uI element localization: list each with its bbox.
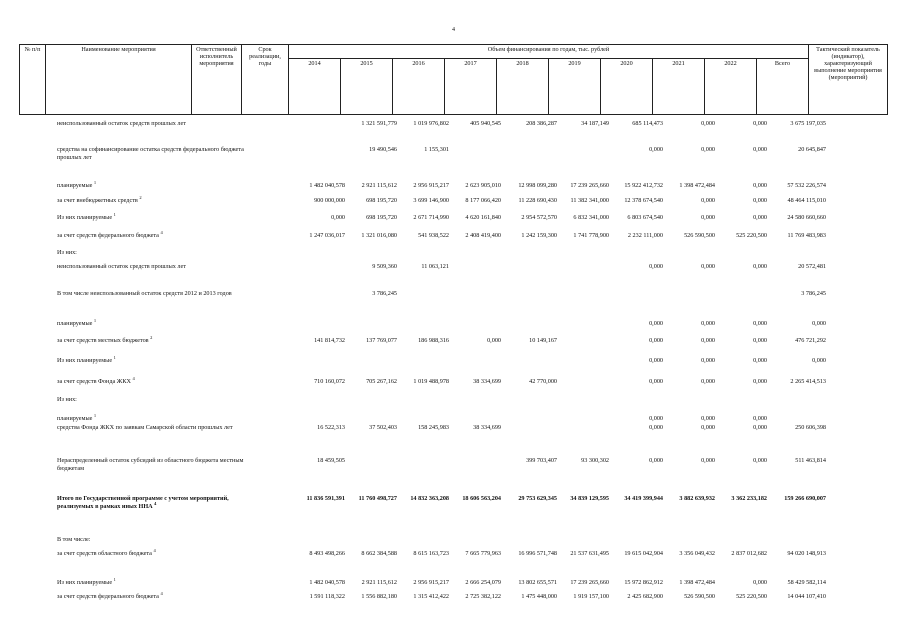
year-value: 0,000 <box>753 120 767 127</box>
row-label: Из них: <box>57 396 77 403</box>
year-value: 2 232 111,000 <box>627 232 663 239</box>
footnote-mark: 1 <box>113 577 116 582</box>
table-row <box>0 230 905 239</box>
total-value: 0,000 <box>812 320 826 327</box>
table-row <box>0 495 905 510</box>
table-row <box>0 318 905 327</box>
year-value: 1 398 472,484 <box>679 182 715 189</box>
row-label: планируемые $^1$ <box>57 413 97 422</box>
year-value: 0,000 <box>753 182 767 189</box>
year-value: 42 770,000 <box>529 378 557 385</box>
header-funding: Объем финансирования по годам, тыс. рублей <box>289 45 809 59</box>
year-value: 1 019 488,978 <box>413 378 449 385</box>
year-value: 0,000 <box>701 120 715 127</box>
year-value: 0,000 <box>701 263 715 270</box>
footnote-mark: 1 <box>113 355 116 360</box>
year-value: 0,000 <box>701 457 715 464</box>
footnote-mark: 2 <box>150 335 153 340</box>
year-value: 1 591 118,322 <box>309 593 345 600</box>
row-label: Из них: <box>57 249 77 256</box>
year-value: 13 802 655,571 <box>518 579 557 586</box>
table-row <box>0 146 905 161</box>
year-value: 0,000 <box>753 320 767 327</box>
year-value: 0,000 <box>649 415 663 422</box>
year-value: 29 753 629,345 <box>518 495 557 502</box>
year-value: 37 502,403 <box>369 424 397 431</box>
row-label: планируемые $^1$ <box>57 180 97 189</box>
total-value: 0,000 <box>812 357 826 364</box>
year-value: 1 155,301 <box>424 146 449 153</box>
year-value: 1 741 778,900 <box>573 232 609 239</box>
year-value: 21 537 631,495 <box>570 550 609 557</box>
year-value: 3 882 639,932 <box>679 495 715 502</box>
year-value: 11 063,121 <box>421 263 449 270</box>
total-value: 3 786,245 <box>801 290 826 297</box>
year-value: 0,000 <box>649 263 663 270</box>
year-value: 399 703,407 <box>526 457 557 464</box>
year-value: 2 954 572,570 <box>521 214 557 221</box>
year-value: 698 195,720 <box>366 214 397 221</box>
header-year: 2022 <box>705 59 757 115</box>
year-value: 1 247 036,017 <box>309 232 345 239</box>
year-value: 0,000 <box>753 357 767 364</box>
year-value: 11 228 690,430 <box>518 197 557 204</box>
year-value: 2 425 682,900 <box>627 593 663 600</box>
footnote-mark: 1 <box>93 413 97 418</box>
year-value: 2 623 905,010 <box>465 182 501 189</box>
header-name: Наименование мероприятия <box>46 45 192 115</box>
header-year: 2020 <box>601 59 653 115</box>
year-value: 17 239 265,660 <box>570 579 609 586</box>
header-year: 2014 <box>289 59 341 115</box>
year-value: 186 988,316 <box>418 337 449 344</box>
year-value: 7 665 779,963 <box>465 550 501 557</box>
row-label: средства на софинансирование остатка средств федерального бюджета прошлых лет <box>57 146 244 161</box>
year-value: 18 606 563,204 <box>462 495 501 502</box>
year-value: 0,000 <box>701 197 715 204</box>
year-value: 1 321 591,779 <box>361 120 397 127</box>
year-value: 208 386,287 <box>526 120 557 127</box>
year-value: 11 836 591,391 <box>306 495 345 502</box>
year-value: 2 956 915,217 <box>413 579 449 586</box>
year-value: 1 242 159,300 <box>521 232 557 239</box>
footnote-mark: 1 <box>93 180 97 185</box>
year-value: 15 972 862,912 <box>624 579 663 586</box>
row-label: В том числе неиспользованный остаток средств 2012 и 2013 годов <box>57 290 232 297</box>
year-value: 38 334,699 <box>473 378 501 385</box>
header-year: 2017 <box>445 59 497 115</box>
year-value: 0,000 <box>649 337 663 344</box>
year-value: 0,000 <box>649 424 663 431</box>
year-value: 0,000 <box>649 357 663 364</box>
year-value: 34 839 129,595 <box>570 495 609 502</box>
total-value: 24 580 660,660 <box>787 214 826 221</box>
year-value: 526 590,500 <box>684 593 715 600</box>
year-value: 6 832 341,000 <box>573 214 609 221</box>
year-value: 10 149,167 <box>529 337 557 344</box>
year-value: 0,000 <box>649 457 663 464</box>
year-value: 0,000 <box>701 357 715 364</box>
year-value: 2 725 382,122 <box>465 593 501 600</box>
year-value: 2 921 115,612 <box>361 579 397 586</box>
year-value: 12 378 674,540 <box>624 197 663 204</box>
total-value: 11 769 483,983 <box>787 232 826 239</box>
year-value: 1 315 412,422 <box>413 593 449 600</box>
year-value: 11 382 341,000 <box>570 197 609 204</box>
total-value: 94 020 148,913 <box>787 550 826 557</box>
year-value: 0,000 <box>753 337 767 344</box>
year-value: 2 921 115,612 <box>361 182 397 189</box>
year-value: 2 408 419,400 <box>465 232 501 239</box>
header-total: Всего <box>757 59 809 115</box>
year-value: 0,000 <box>701 378 715 385</box>
year-value: 0,000 <box>701 424 715 431</box>
year-value: 158 245,983 <box>418 424 449 431</box>
year-value: 141 814,732 <box>314 337 345 344</box>
year-value: 685 114,473 <box>632 120 663 127</box>
year-value: 0,000 <box>649 320 663 327</box>
footnote-mark: 4 <box>132 376 135 381</box>
year-value: 1 482 040,578 <box>309 579 345 586</box>
year-value: 17 239 265,660 <box>570 182 609 189</box>
year-value: 11 760 498,727 <box>358 495 397 502</box>
table-row <box>0 396 905 403</box>
table-row <box>0 180 905 189</box>
row-label: за счет средств местных бюджетов $^2$ <box>57 335 153 344</box>
year-value: 0,000 <box>753 146 767 153</box>
table-row <box>0 591 905 600</box>
row-label: неиспользованный остаток средств прошлых лет <box>57 263 186 270</box>
table-row <box>0 120 905 127</box>
row-label: средства Фонда ЖКХ по заявкам Самарской области прошлых лет <box>57 424 233 431</box>
header-num: № п/п <box>20 45 46 115</box>
row-label: планируемые $^1$ <box>57 318 97 327</box>
total-value: 3 675 197,035 <box>790 120 826 127</box>
row-label: Из них планируемые $^1$ <box>57 577 116 586</box>
table-row <box>0 536 905 543</box>
year-value: 525 220,500 <box>736 232 767 239</box>
total-value: 2 265 414,513 <box>790 378 826 385</box>
year-value: 0,000 <box>753 214 767 221</box>
table-row <box>0 249 905 256</box>
year-value: 3 786,245 <box>372 290 397 297</box>
year-value: 3 356 049,432 <box>679 550 715 557</box>
table-row <box>0 195 905 204</box>
year-value: 1 321 016,080 <box>361 232 397 239</box>
year-value: 1 019 976,802 <box>413 120 449 127</box>
year-value: 1 398 472,484 <box>679 579 715 586</box>
year-value: 525 220,500 <box>736 593 767 600</box>
row-label: Из них планируемые $^1$ <box>57 355 116 364</box>
year-value: 0,000 <box>649 378 663 385</box>
year-value: 710 160,072 <box>314 378 345 385</box>
total-value: 14 044 107,410 <box>787 593 826 600</box>
year-value: 1 475 448,000 <box>521 593 557 600</box>
row-label: за счет средств областного бюджета $^4$ <box>57 548 156 557</box>
header-year: 2019 <box>549 59 601 115</box>
table-row <box>0 263 905 270</box>
table-row <box>0 335 905 344</box>
row-label: Итого по Государственной программе с учетом мероприятий, реализуемых в рамках иных ННА $^4$ <box>57 495 229 510</box>
year-value: 0,000 <box>753 579 767 586</box>
year-value: 15 922 412,732 <box>624 182 663 189</box>
header-year: 2015 <box>341 59 393 115</box>
table-row <box>0 355 905 364</box>
row-label: Из них планируемые $^1$ <box>57 212 116 221</box>
row-label: за счет средств Фонда ЖКХ $^4$ <box>57 376 135 385</box>
year-value: 0,000 <box>649 146 663 153</box>
year-value: 16 996 571,748 <box>518 550 557 557</box>
year-value: 2 671 714,990 <box>413 214 449 221</box>
year-value: 14 832 363,208 <box>410 495 449 502</box>
total-value: 511 463,814 <box>795 457 826 464</box>
year-value: 405 940,545 <box>470 120 501 127</box>
total-value: 476 721,292 <box>795 337 826 344</box>
year-value: 38 334,699 <box>473 424 501 431</box>
year-value: 8 662 384,588 <box>361 550 397 557</box>
table-row <box>0 212 905 221</box>
row-label: Нераспределенный остаток субсидий из областного бюджета местным бюджетам <box>57 457 244 472</box>
year-value: 19 615 042,904 <box>624 550 663 557</box>
table-row <box>0 376 905 385</box>
header-term: Срок реализации, годы <box>242 45 289 115</box>
table-row <box>0 424 905 431</box>
total-value: 159 266 690,007 <box>784 495 826 502</box>
year-value: 698 195,720 <box>366 197 397 204</box>
header-year: 2018 <box>497 59 549 115</box>
row-label: неиспользованный остаток средств прошлых лет <box>57 120 186 127</box>
table-row <box>0 457 905 472</box>
footnote-mark: 4 <box>153 548 156 553</box>
year-value: 6 803 674,540 <box>627 214 663 221</box>
year-value: 2 956 915,217 <box>413 182 449 189</box>
year-value: 1 556 882,180 <box>361 593 397 600</box>
year-value: 8 177 066,420 <box>465 197 501 204</box>
footnote-mark: 4 <box>154 500 157 506</box>
year-value: 526 590,500 <box>684 232 715 239</box>
year-value: 1 919 157,100 <box>573 593 609 600</box>
year-value: 1 482 040,578 <box>309 182 345 189</box>
year-value: 137 769,077 <box>366 337 397 344</box>
year-value: 93 300,302 <box>581 457 609 464</box>
year-value: 0,000 <box>753 263 767 270</box>
year-value: 0,000 <box>701 337 715 344</box>
footnote-mark: 4 <box>160 230 163 235</box>
year-value: 16 522,313 <box>317 424 345 431</box>
row-label: за счет внебюджетных средств $^2$ <box>57 195 142 204</box>
header-responsible: Ответственный исполнитель мероприятия <box>192 45 242 115</box>
year-value: 2 666 254,079 <box>465 579 501 586</box>
table-row <box>0 413 905 422</box>
table-row <box>0 290 905 297</box>
total-value: 48 464 115,010 <box>787 197 826 204</box>
year-value: 0,000 <box>701 146 715 153</box>
footnote-mark: 1 <box>113 212 116 217</box>
year-value: 0,000 <box>753 378 767 385</box>
year-value: 12 998 099,280 <box>518 182 557 189</box>
year-value: 3 699 146,900 <box>413 197 449 204</box>
year-value: 900 000,000 <box>314 197 345 204</box>
footnote-mark: 2 <box>139 195 142 200</box>
year-value: 0,000 <box>753 457 767 464</box>
year-value: 19 490,546 <box>369 146 397 153</box>
year-value: 2 837 012,682 <box>731 550 767 557</box>
year-value: 9 509,360 <box>372 263 397 270</box>
year-value: 541 938,522 <box>418 232 449 239</box>
year-value: 705 267,162 <box>366 378 397 385</box>
table-row <box>0 548 905 557</box>
total-value: 250 606,398 <box>795 424 826 431</box>
header-indicator: Тактический показатель (индикатор), характеризующий выполнение мероприятия (мероприятий) <box>809 45 888 115</box>
year-value: 34 187,149 <box>581 120 609 127</box>
year-value: 0,000 <box>701 214 715 221</box>
row-label: за счет средств федерального бюджета $^4$ <box>57 591 163 600</box>
header-year: 2016 <box>393 59 445 115</box>
year-value: 0,000 <box>753 415 767 422</box>
footnote-mark: 1 <box>93 318 97 323</box>
year-value: 8 493 498,266 <box>309 550 345 557</box>
year-value: 0,000 <box>753 197 767 204</box>
total-value: 20 645,847 <box>798 146 826 153</box>
total-value: 57 532 226,574 <box>787 182 826 189</box>
year-value: 0,000 <box>753 424 767 431</box>
year-value: 4 620 161,840 <box>465 214 501 221</box>
year-value: 8 615 163,723 <box>413 550 449 557</box>
header-year: 2021 <box>653 59 705 115</box>
table-row <box>0 577 905 586</box>
footnote-mark: 4 <box>160 591 163 596</box>
total-value: 20 572,481 <box>798 263 826 270</box>
year-value: 0,000 <box>701 415 715 422</box>
year-value: 3 362 233,182 <box>731 495 767 502</box>
row-label: за счет средств федерального бюджета $^4$ <box>57 230 163 239</box>
row-label: В том числе: <box>57 536 91 543</box>
total-value: 58 429 582,114 <box>787 579 826 586</box>
year-value: 0,000 <box>487 337 501 344</box>
page-number: 4 <box>452 27 455 33</box>
year-value: 34 419 399,944 <box>624 495 663 502</box>
year-value: 0,000 <box>331 214 345 221</box>
year-value: 0,000 <box>701 320 715 327</box>
year-value: 18 459,505 <box>317 457 345 464</box>
